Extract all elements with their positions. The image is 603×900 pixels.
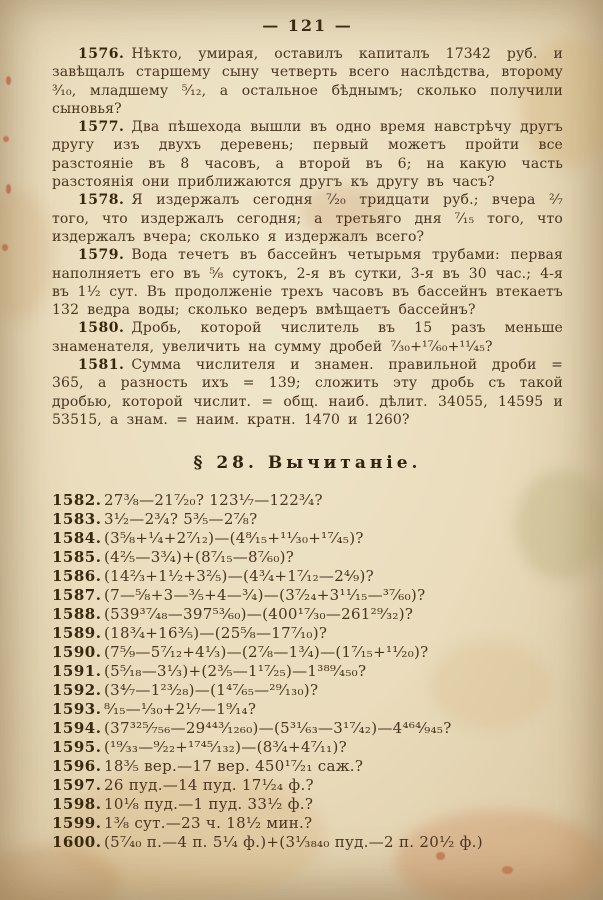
paper-stain <box>0 845 120 900</box>
exercise-1586 <box>52 567 563 586</box>
problem-1576 <box>52 45 563 118</box>
problem-text: Дробь, которой числитель въ 15 разъ меньше знаменателя, увеличить на сумму дробей ⁷⁄₃₀+¹⁷⁄₆₀+¹¹⁄₄₅? <box>52 320 563 355</box>
page-number: — 121 — <box>262 16 353 35</box>
problem-number: 1580. <box>78 320 125 337</box>
exercise-expression: 18³⁄₅ вер.—17 вер. 450¹⁷⁄₂₁ саж.? <box>104 757 364 776</box>
exercise-expression: (7⁵⁄₉—5⁷⁄₁₂+4¹⁄₃)—(2⁷⁄₈—1³⁄₄)—(1⁷⁄₁₅+¹¹⁄₂₀)? <box>104 643 429 662</box>
exercise-1599 <box>52 814 563 833</box>
problem-number: 1576. <box>78 46 125 62</box>
problem-text: Сумма числителя и знамен. правильной дроби = 365, а разность ихъ = 139; сложить эту дробь съ такой дробью, которой числит. = общ. наиб. дѣлит. 34055, 14595 и 53515, а знам. = наим. кратн. 1470 и 1260? <box>52 357 563 428</box>
exercise-number: 1600. <box>52 833 102 852</box>
exercise-number: 1591. <box>52 662 102 681</box>
exercise-expression: (3⁵⁄₈+¹⁄₄+2⁷⁄₁₂)—(4⁸⁄₁₅+¹¹⁄₃₀+¹⁷⁄₄₅)? <box>104 529 364 548</box>
exercise-expression: (3⁴⁄₇—1²³⁄₂₈)—(1⁴⁷⁄₆₅—²⁹⁄₁₃₀)? <box>104 681 319 700</box>
exercise-number: 1594. <box>52 719 102 738</box>
problem-number: 1579. <box>78 247 125 264</box>
red-ink-speck <box>502 866 513 874</box>
red-ink-speck <box>436 852 445 860</box>
problem-text: Я издержалъ сегодня ⁷⁄₂₀ тридцати руб.; вчера ²⁄₇ того, что издержалъ сегодня; а третьяго дня ⁷⁄₁₅ того, что издержалъ вчера; сколько я издержалъ всего? <box>52 192 563 245</box>
exercise-number: 1598. <box>52 795 102 814</box>
exercise-expression: 27³⁄₈—21⁷⁄₂₀? 123¹⁄₇—122³⁄₄? <box>104 491 323 510</box>
problem-number: 1581. <box>78 357 125 374</box>
exercise-1591 <box>52 662 563 681</box>
problem-1581 <box>52 356 563 429</box>
exercise-1582 <box>52 491 563 510</box>
exercise-number: 1597. <box>52 776 102 795</box>
exercise-expression: 3¹⁄₂—2³⁄₄? 5³⁄₅—2⁷⁄₈? <box>104 510 258 529</box>
exercise-number: 1590. <box>52 643 102 662</box>
exercise-number: 1585. <box>52 548 102 567</box>
exercise-1592 <box>52 681 563 700</box>
exercise-expression: (539³⁷⁄₄₈—397⁵³⁄₆₀)—(400¹⁷⁄₃₀—261²⁹⁄₃₂)? <box>104 605 414 624</box>
exercise-expression: (37³²⁵⁄₇₅₆—29⁴⁴³⁄₁₂₆₀)—(5³¹⁄₆₃—3¹⁷⁄₄₂)—4⁴⁶⁴⁄₉₄₅? <box>104 719 452 738</box>
exercise-1584 <box>52 529 563 548</box>
section-title: § 28. Вычитаніе. <box>193 453 422 474</box>
problem-text: Нѣкто, умирая, оставилъ капиталъ 17342 руб. и завѣщалъ старшему сыну четверть всего наслѣдства, второму ³⁄₁₀, младшему ⁵⁄₁₂, а остальное бѣднымъ; сколько получили сыновья? <box>52 46 563 117</box>
exercise-1588 <box>52 605 563 624</box>
problem-1577 <box>52 118 563 191</box>
exercise-1597 <box>52 776 563 795</box>
problem-text: Два пѣшехода вышли въ одно время навстрѣчу другъ другу изъ двухъ деревень; первый можетъ пройти все разстояніе въ 8 часовъ, а второй въ 6; на какую часть разстоянія они приближаются другъ къ другу въ часъ? <box>52 119 563 191</box>
problem-number: 1577. <box>78 119 125 136</box>
exercise-1583 <box>52 510 563 529</box>
exercise-number: 1584. <box>52 529 102 548</box>
exercise-expression: (¹⁹⁄₃₃—⁹⁄₂₂+¹⁷⁴⁵⁄₁₃₂)—(8³⁄₄+4⁷⁄₁₁)? <box>104 738 347 757</box>
exercise-number: 1587. <box>52 586 102 605</box>
exercise-number: 1589. <box>52 624 102 643</box>
exercise-1590 <box>52 643 563 662</box>
exercise-expression: (7—⁵⁄₈+3—³⁄₅+4—³⁄₄)—(3⁷⁄₂₄+3¹¹⁄₁₅—³⁷⁄₆₀)? <box>104 586 426 605</box>
exercise-number: 1592. <box>52 681 102 700</box>
exercise-number: 1582. <box>52 491 102 510</box>
exercise-expression: 10¹⁄₈ пуд.—1 пуд. 33¹⁄₂ ф.? <box>104 795 314 814</box>
exercise-1600 <box>52 833 563 852</box>
exercise-number: 1583. <box>52 510 102 529</box>
problem-1580 <box>52 319 563 356</box>
exercise-1587 <box>52 586 563 605</box>
exercise-1593 <box>52 700 563 719</box>
exercise-number: 1586. <box>52 567 102 586</box>
exercise-1595 <box>52 738 563 757</box>
exercise-1585 <box>52 548 563 567</box>
problem-1578 <box>52 191 563 246</box>
exercise-1598 <box>52 795 563 814</box>
exercise-expression: (4²⁄₅—3³⁄₄)+(8⁷⁄₁₅—8⁷⁄₆₀)? <box>104 548 295 567</box>
exercise-expression: 26 пуд.—14 пуд. 17¹⁄₂₄ ф.? <box>104 776 314 795</box>
exercise-expression: ⁸⁄₁₅—¹⁄₃₀+2¹⁄₇—1⁹⁄₁₄? <box>104 700 257 719</box>
problem-number: 1578. <box>78 192 125 209</box>
exercise-expression: (14²⁄₃+1¹⁄₂+3²⁄₅)—(4³⁄₄+1⁷⁄₁₂—2⁴⁄₉)? <box>104 567 374 586</box>
exercise-1596 <box>52 757 563 776</box>
problem-1579 <box>52 246 563 319</box>
exercise-number: 1593. <box>52 700 102 719</box>
problem-text: Вода течетъ въ бассейнъ четырьмя трубами: первая наполняетъ его въ ⁵⁄₈ сутокъ, 2-я въ сутки, 3-я въ 30 час.; 4-я въ 1¹⁄₂ сут. Въ продолженіе трехъ часовъ въ бассейнъ втекаетъ 132 ведра воды; сколько ведеръ вмѣщаетъ бассейнъ? <box>52 247 563 319</box>
exercise-number: 1599. <box>52 814 102 833</box>
exercise-expression: (5⁷⁄₄₀ п.—4 п. 5¹⁄₄ ф.)+(3¹⁄₃₈₄₀ пуд.—2 п. 20¹⁄₂ ф.) <box>104 833 483 852</box>
exercise-1594 <box>52 719 563 738</box>
exercise-expression: 1³⁄₈ сут.—23 ч. 18¹⁄₂ мин.? <box>104 814 313 833</box>
exercise-expression: (5⁵⁄₁₈—3¹⁄₃)+(2³⁄₅—1¹⁷⁄₂₅)—1³⁸⁹⁄₄₅₀? <box>104 662 367 681</box>
exercise-expression: (18³⁄₄+16³⁄₅)—(25⁵⁄₈—17⁷⁄₁₀)? <box>104 624 328 643</box>
exercise-number: 1595. <box>52 738 102 757</box>
exercise-1589 <box>52 624 563 643</box>
exercise-number: 1588. <box>52 605 102 624</box>
exercise-number: 1596. <box>52 757 102 776</box>
